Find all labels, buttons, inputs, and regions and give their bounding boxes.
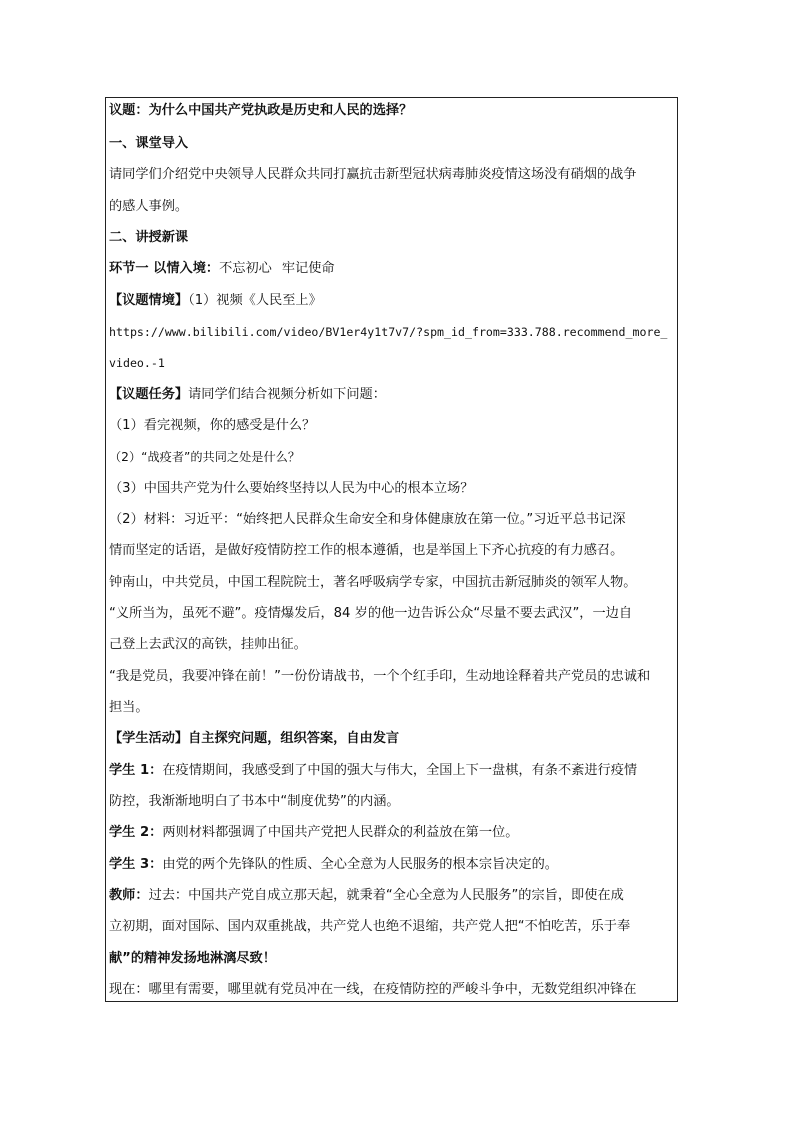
task-text: 请同学们结合视频分析如下问题： [188,387,386,402]
student3-text: 由党的两个先锋队的性质、全心全意为人民服务的根本宗旨决定的。 [162,857,558,872]
student1-text1: 在疫情期间，我感受到了中国的强大与伟大，全国上下一盘棋，有条不紊进行疫情 [162,763,638,778]
task-question-3: （3）中国共产党为什么要始终坚持以人民为中心的根本立场？ [109,481,474,496]
teacher-text1: 过去：中国共产党自成立那天起，就秉着“全心全意为人民服务”的宗旨，即使在成 [148,888,624,903]
video-url-line2[interactable]: video.-1 [109,356,165,370]
link1-line [109,259,335,279]
material-line4: “义所当为，虽死不避”。疫情爆发后，84 岁的他一边告诉公众“尽量不要去武汉”，一边自 [109,606,633,621]
topic-label: 议题： [109,103,149,118]
activity-text: 自主探究问题，组织答案，自由发言 [188,731,400,746]
link1-title: 环节一 以情入境： [109,261,220,276]
student3-label: 学生 3： [109,857,163,872]
student1-line1 [109,761,637,781]
student1-line2: 防控，我渐渐地明白了书本中“制度优势”的内涵。 [109,794,400,809]
teacher-line1 [109,886,624,906]
student2-text: 两则材料都强调了中国共产党把人民群众的利益放在第一位。 [162,825,519,840]
task-line [109,385,386,405]
material-line1: （2）材料：习近平：“始终把人民群众生命安全和身体健康放在第一位。”习近平总书记深 [109,512,626,527]
material-line5: 己登上去武汉的高铁，挂帅出征。 [109,637,307,652]
activity-tag: 【学生活动】 [109,731,189,746]
task-question-2: （2）“战疫者”的共同之处是什么？ [109,450,301,464]
situation-tag: 【议题情境】 [109,293,189,308]
task-question-1: （1）看完视频，你的感受是什么？ [109,418,316,433]
teacher-line2: 立初期，面对国际、国内双重挑战，共产党人也绝不退缩，共产党人把“不怕吃苦，乐于奉 [109,919,631,934]
video-url-line1[interactable]: https://www.bilibili.com/video/BV1er4y1t7v7/?spm_id_from=333.788.recommend_more_ [109,325,668,339]
topic-text: 为什么中国共产党执政是历史和人民的选择？ [148,103,413,118]
section1-body-line2: 的感人事例。 [109,199,189,214]
present-line1: 现在：哪里有需要，哪里就有党员冲在一线，在疫情防控的严峻斗争中，无数党组织冲锋在 [109,982,637,997]
section2-heading: 二、讲授新课 [109,230,189,245]
student2-line [109,823,518,843]
section1-heading: 一、课堂导入 [109,136,189,151]
link1-subtitle-b: 牢记使命 [281,261,335,276]
student3-line [109,855,558,875]
student2-label: 学生 2： [109,825,163,840]
material-line2: 情而坚定的话语，是做好疫情防控工作的根本遵循，也是举国上下齐心抗疫的有力感召。 [109,543,624,558]
topic-line [109,101,412,121]
activity-line [109,729,399,749]
teacher-line3: 献”的精神发扬地淋漓尽致！ [109,951,276,966]
link1-subtitle-a: 不忘初心 [219,261,272,276]
material-line7: 担当。 [109,700,149,715]
section1-body-line1: 请同学们介绍党中央领导人民群众共同打赢抗击新型冠状病毒肺炎疫情这场没有硝烟的战争 [109,167,637,182]
situation-text: （1）视频《人民至上》 [188,293,322,308]
material-line3: 钟南山，中共党员，中国工程院院士，著名呼吸病学专家，中国抗击新冠肺炎的领军人物。 [109,575,637,590]
material-line6: “我是党员，我要冲锋在前！”一份份请战书，一个个红手印，生动地诠释着共产党员的忠诚和 [109,669,651,684]
teacher-label: 教师： [109,888,149,903]
situation-line [109,291,322,311]
task-tag: 【议题任务】 [109,387,189,402]
document-table-cell [105,97,678,1002]
student1-label: 学生 1： [109,763,163,778]
